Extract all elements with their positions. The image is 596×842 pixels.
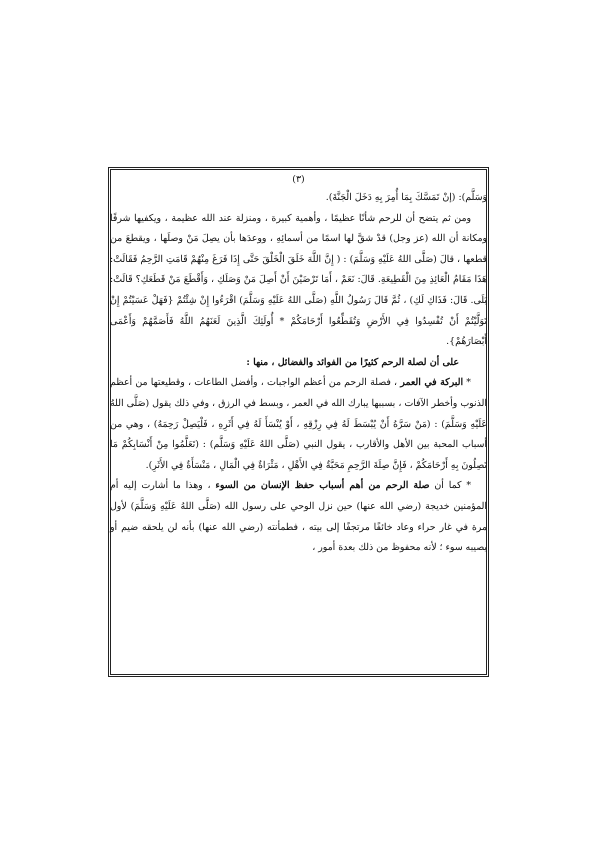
text-segment: وَسَلَّم): (إنْ تَمَسَّكَ بِمَا أُمِرَ بِهِ دَخَلَ الْجَنَّةَ). [325, 192, 487, 203]
document-body [110, 172, 487, 559]
highlighted-phrase: البركة في العمر [400, 377, 464, 389]
heading-text: على أن لصلة الرحم كثيرًا من الفوائد والفضائل ، منها : [246, 356, 459, 368]
text-segment: ، فصلة الرحم من أعظم الواجبات ، وأفضل الطاعات ، وقطيعتها من أعظم الذنوب وأخطر الآفات ، بسببها يبارك الله في العمر ، وبسط في الرزق ، وفي ذلك يقول (صَلَّى اللهُ عَلَيْهِ وَسَلَّمَ) : (مَنْ سَرَّهُ أَنْ يُبْسَطَ لَهُ فِي رِزْقِهِ ، أَوْ يُنْسَأَ لَهُ فِي أَثَرِهِ ، فَلْيَصِلْ رَحِمَهُ) ، وهي من أسباب المحبة بين الأهل والأقارب ، يقول النبي (صَلَّى اللهُ عَلَيْهِ وَسَلَّم) : (تَعَلَّمُوا مِنْ أَنْسَابِكُمْ مَا تَصِلُونَ بِهِ أَرْحَامَكُمْ ، فَإِنَّ صِلَةَ الرَّحِمِ مَحَبَّةٌ فِي الأَهْلِ ، مَثْرَاةٌ فِي الْمَالِ ، مَنْسَأَةٌ فِي الأَثَرِ). [110, 377, 487, 471]
text-segment: * [463, 377, 471, 389]
paragraph-3 [110, 373, 487, 476]
page-number: (٣) [292, 174, 305, 185]
text-segment: * كما أن [429, 480, 472, 492]
section-heading [110, 353, 487, 374]
paragraph-4 [110, 476, 487, 558]
highlighted-phrase: صلة الرحم من أهم أسباب حفظ الإنسان من السوء [215, 480, 430, 492]
paragraph-2 [110, 209, 487, 353]
text-segment: ، وهذا ما أشارت إليه أم المؤمنين خديجة (رضي الله عنها) حين نزل الوحي على رسول الله (صَلَّى اللهُ عَلَيْهِ وَسَلَّمَ) لأول مرة في غار حراء وعاد خائفًا مرتجفًا إلى بيته ، فطمأنته (رضي الله عنها) بأنه لن يلحقه ضيم أو يصيبه سوء ؛ لأنه محفوظ من ذلك بعدة أمور ، [110, 480, 487, 554]
paragraph-1 [110, 188, 487, 209]
text-segment: ومن ثم يتضح أن للرحم شأنًا عظيمًا ، وأهمية كبيرة ، ومنزلة عند الله عظيمة ، ويكفيها شرفًا ومكانة أن الله (عز وجل) قدْ شقَّ لها اسمًا من أسمائِهِ ، ووعدَها بأن يصِلَ مَنْ وصلَها ، ويقطعَ من قطعها ، قالَ (صَلَّى اللهُ عَلَيْهِ وَسَلَّمَ) : ( إِنَّ اللَّهَ خَلَقَ الْخَلْقَ حَتَّى إِذَا فَرَغَ مِنْهُمْ قَامَتِ الرَّحِمُ فَقَالَتْ: هَذَا مَقَامُ الْعَائِذِ مِنَ الْقَطِيعَةِ. قَالَ: نَعَمْ ، أَمَا تَرْضَيْنَ أَنْ أَصِلَ مَنْ وَصَلَكِ ، وَأَقْطَعَ مَنْ قَطَعَكِ؟ قَالَتْ: بَلَى. قَالَ: فَذَاكِ لَكِ) ، ثُمَّ قَالَ رَسُولُ اللَّهِ (صَلَّى اللهُ عَلَيْهِ وَسَلَّمَ) اقْرَءُوا إِنْ شِئْتُمْ {فَهَلْ عَسَيْتُمْ إِنْ تَوَلَّيْتُمْ أَنْ تُفْسِدُوا فِي الأَرْضِ وَتُقَطِّعُوا أَرْحَامَكُمْ * أُولَئِكَ الَّذِينَ لَعَنَهُمُ اللَّهُ فَأَصَمَّهُمْ وَأَعْمَى أَبْصَارَهُمْ}. [110, 212, 487, 348]
